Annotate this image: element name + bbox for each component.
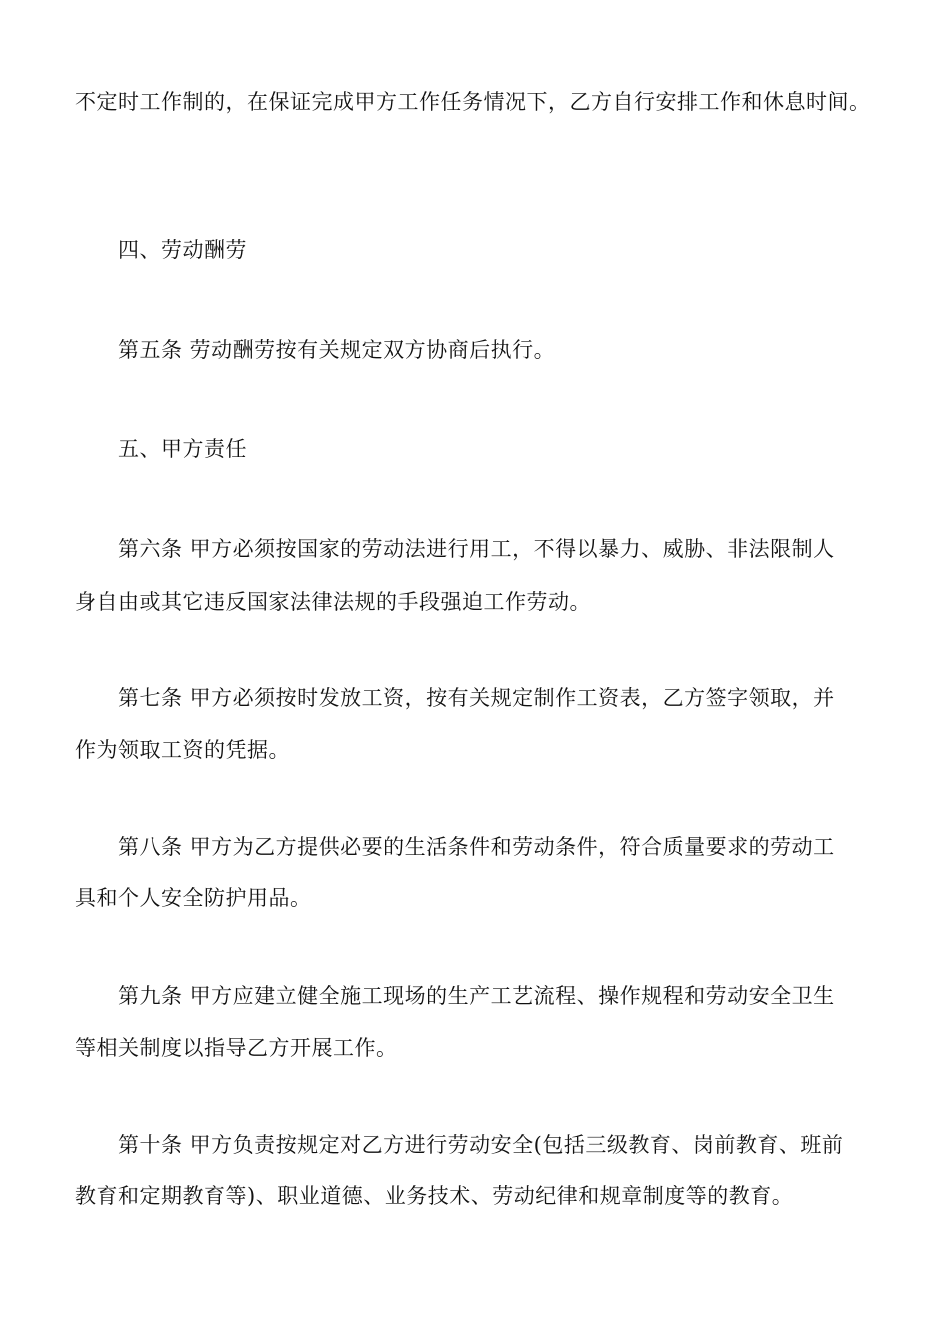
article-7-line-2: 作为领取工资的凭据。 [75,738,290,762]
article-9-line-1: 第九条 甲方应建立健全施工现场的生产工艺流程、操作规程和劳动安全卫生 [118,984,835,1008]
article-7-line-1: 第七条 甲方必须按时发放工资，按有关规定制作工资表，乙方签字领取，并 [118,686,835,710]
section-heading: 四、劳动酬劳 [118,238,247,262]
article-8-line-1: 第八条 甲方为乙方提供必要的生活条件和劳动条件，符合质量要求的劳动工 [118,835,835,859]
article-9-line-2: 等相关制度以指导乙方开展工作。 [75,1036,398,1060]
article-6-line-2: 身自由或其它违反国家法律法规的手段强迫工作劳动。 [75,590,591,614]
paragraph-line: 不定时工作制的，在保证完成甲方工作任务情况下，乙方自行安排工作和休息时间。 [75,90,871,114]
article-10-line-2: 教育和定期教育等)、职业道德、业务技术、劳动纪律和规章制度等的教育。 [75,1184,794,1208]
article-5: 第五条 劳动酬劳按有关规定双方协商后执行。 [118,338,556,362]
article-10-line-1: 第十条 甲方负责按规定对乙方进行劳动安全(包括三级教育、岗前教育、班前 [118,1133,844,1157]
article-8-line-2: 具和个人安全防护用品。 [75,886,312,910]
section-heading: 五、甲方责任 [118,437,247,461]
article-6-line-1: 第六条 甲方必须按国家的劳动法进行用工，不得以暴力、威胁、非法限制人 [118,537,835,561]
